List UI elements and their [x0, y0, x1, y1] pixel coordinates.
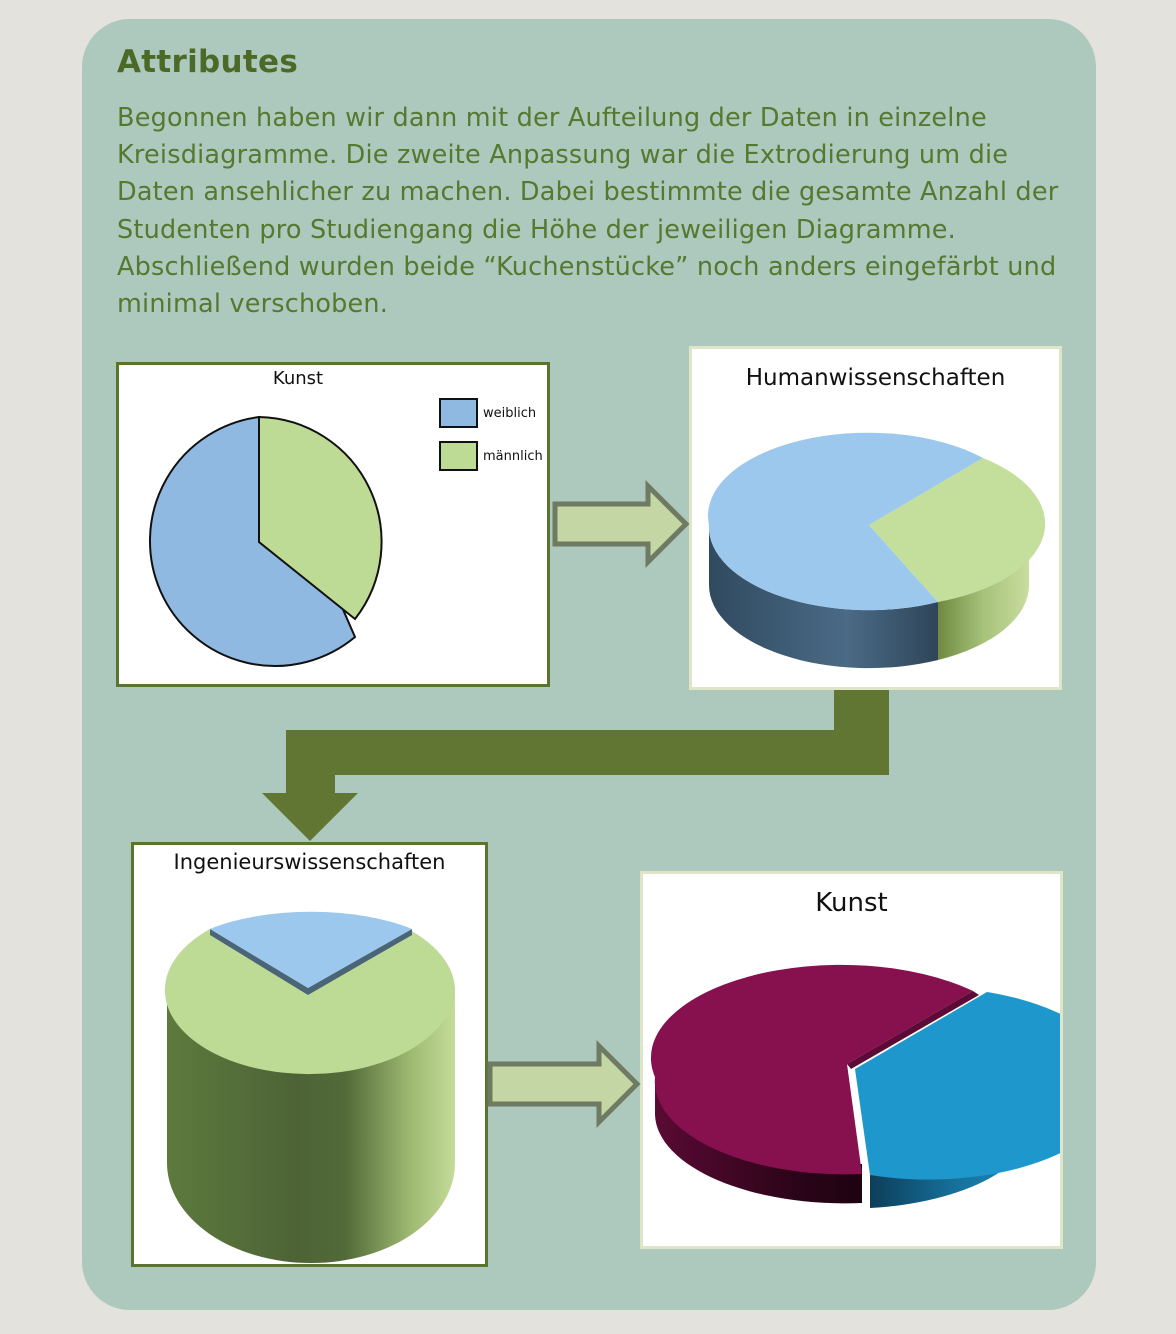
flat-pie-title: Kunst — [272, 368, 324, 389]
flat-pie-panel — [116, 362, 550, 687]
kunst-3d-panel — [640, 871, 1063, 1249]
human-3d-pie — [692, 349, 1059, 687]
card-title: Attributes — [117, 44, 299, 80]
human-pie-title: Humanwissenschaften — [745, 365, 1006, 391]
ing-pie-title: Ingenieurswissenschaften — [173, 850, 446, 874]
legend-swatch-weiblich — [440, 399, 477, 427]
kunst-3d-pie — [643, 874, 1060, 1246]
kunst-3d-title: Kunst — [815, 888, 888, 918]
legend-swatch-maennlich — [440, 442, 477, 470]
ing-3d-pie — [134, 845, 485, 1264]
ing-pie-panel — [131, 842, 488, 1267]
card-description: Begonnen haben wir dann mit der Aufteilung der Daten in einzelne Kreisdiagramme. Die zweite Anpassung war die Extrodierung um die Daten ansehlicher zu machen. Dabei bestimmte die gesamte Anzahl der Studenten pro Studiengang die Höhe der jeweiligen Diagramme. Abschließend wurden beide “Kuchenstücke” noch anders eingefärbt und minimal verschoben. — [117, 103, 1059, 320]
legend-label-maennlich: männlich — [483, 449, 543, 464]
legend-label-weiblich: weiblich — [483, 406, 537, 421]
human-pie-panel — [689, 346, 1062, 690]
